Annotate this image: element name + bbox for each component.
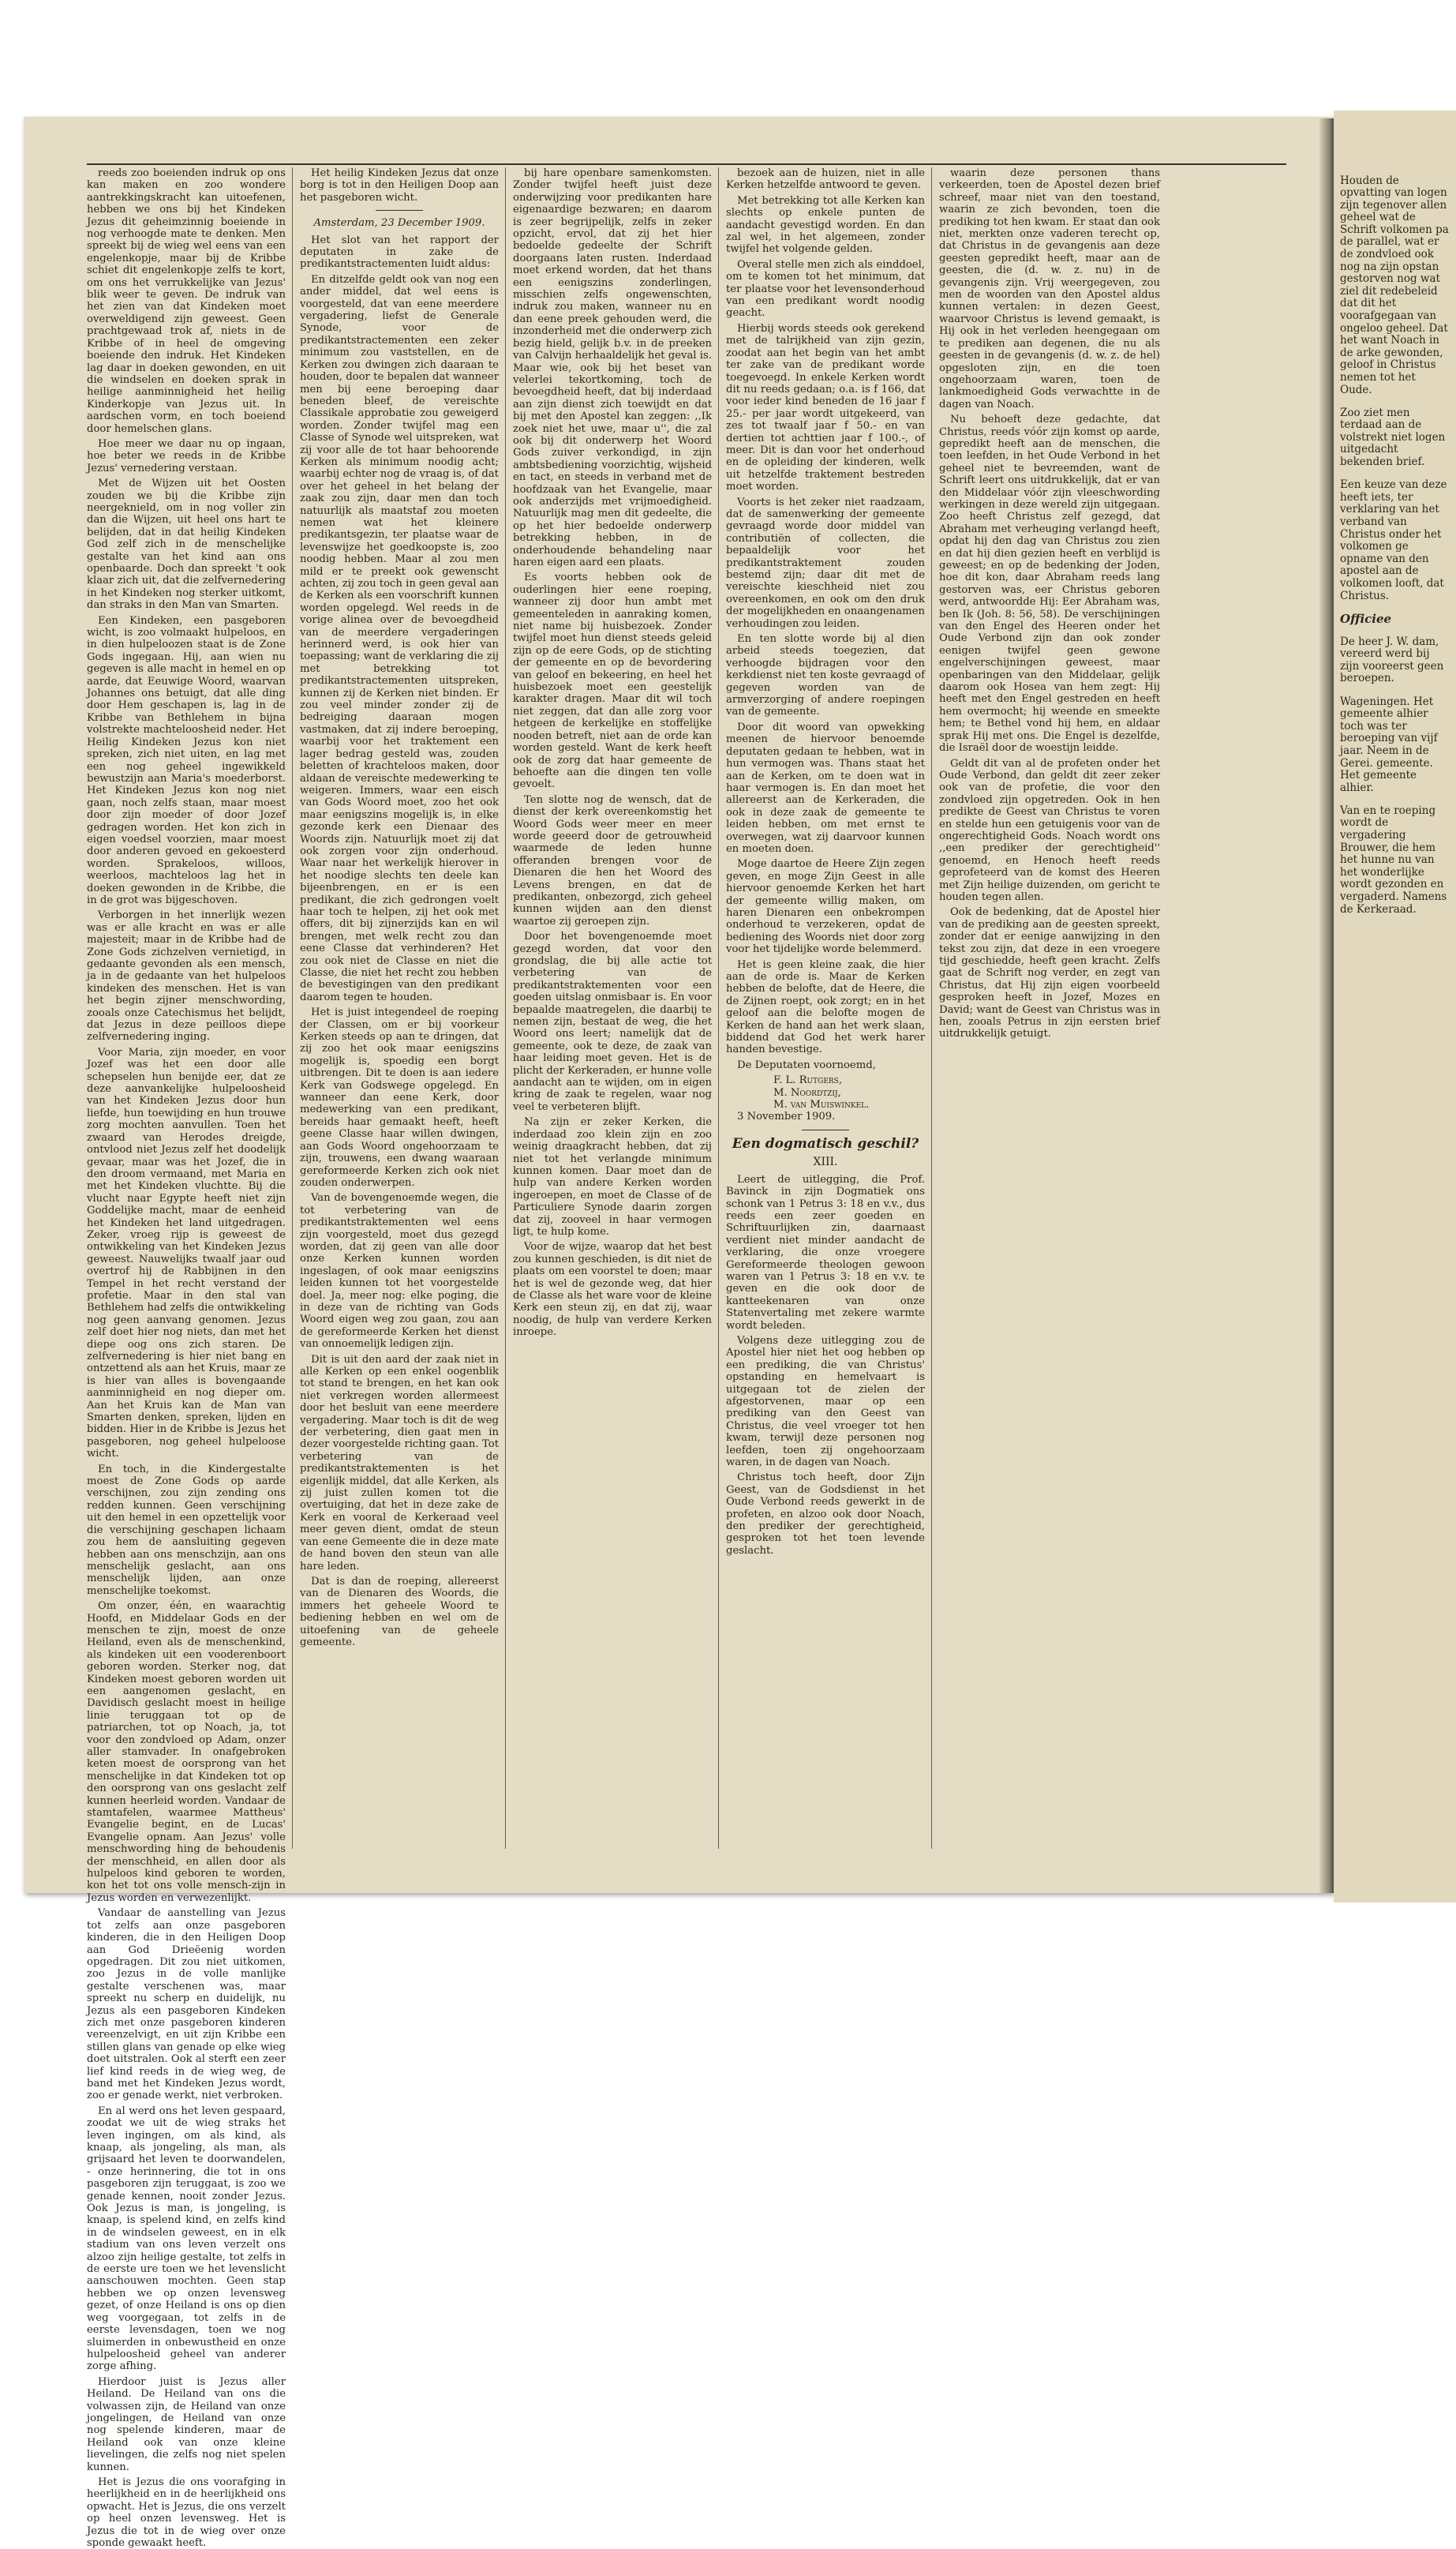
paragraph: Leert de uitlegging, die Prof. Bavinck in zijn Dogmatiek ons schonk van 1 Petrus 3: 18 en v.v., dus reeds een zeer goeden en Schriftuurlijken zin, daarnaast verdient niet minder aandacht de verklaring, die onze vroegere Gereformeerde theologen gewoon waren van 1 Petrus 3: 18 en v.v. te geven en die ook door de kantteekenaren van onze Statenvertaling met zekere warmte wordt beleden. <box>726 1173 925 1332</box>
column-4 <box>726 167 925 1849</box>
page-fold-shadow <box>1319 118 1334 1893</box>
paragraph: 3 November 1909. <box>737 1111 836 1123</box>
paragraph: waarin deze personen thans verkeerden, toen de Apostel dezen brief schreef, maar niet van den toestand, waarin ze zich bevonden, toen die prediking tot hen kwam. Er staat dan ook niet, merkten onze vaderen terecht op, dat Christus in de gevangenis aan deze geesten gepredikt heeft, maar aan de geesten, die (d. w. z. nu) in de gevangenis zijn. Vrij weergegeven, zou men de woorden van den Apostel aldus kunnen vertalen: in dezen Geest, waarvoor Christus is levend gemaakt, is Hij ook in het verleden heengegaan om te prediken aan degenen, die nu als geesten in de gevangenis (d. w. z. de hel) opgesloten zijn, en die toen ongehoorzaam waren, toen de lankmoedigheid Gods verwachtte in de dagen van Noach. <box>939 167 1160 410</box>
paragraph: Wageningen. Het gemeente alhier toch was ter beroeping van vijf jaar. Neem in de Gerei. gemeente. Het gemeente alhier. <box>1340 695 1438 794</box>
paragraph: Om onzer, één, en waarachtig Hoofd, en Middelaar Gods en der menschen te zijn, moest de onze Heiland, even als de menschenkind, als kindeken uit een vooderenboort geboren worden. Sterker nog, dat Kindeken moest geboren worden uit een aangenomen geslacht, en Davidisch geslacht moest in heilige linie teruggaan tot op de patriarchen, tot op Noach, ja, tot voor den zondvloed op Adam, onzer aller stamvader. In onafgebroken keten moest de oorsprong van het menschelijke in dat Kindeken tot op den oorsprong van ons geslacht zelf kunnen heerleid worden. Vandaar de stamtafelen, waarmee Mattheus' Evangelie begint, en de Lucas' Evangelie opnam. Aan Jezus' volle menschwording hing de behoudenis der menschheid, en allen door als hulpeloos kind geboren te worden, kon het tot ons volle mensch-zijn in Jezus worden en verwezenlijkt. <box>87 1600 286 1904</box>
paragraph: Voor de wijze, waarop dat het best zou kunnen geschieden, is dit niet de plaats om een voorstel te doen; maar het is wel de gezonde weg, dat hier de Classe als het ware voor de kleine Kerk een steun zij, en dat zij, waar noodig, de hulp van verdere Kerken inroepe. <box>513 1241 712 1339</box>
article-part-number: XIII. <box>813 1156 838 1169</box>
paragraph: Christus toch heeft, door Zijn Geest, van de Godsdienst in het Oude Verbond reeds gewerkt in de profeten, en alzoo ook door Noach, den prediker der gerechtigheid, gesproken tot het toen levende geslacht. <box>726 1471 925 1557</box>
paragraph: Vandaar de aanstelling van Jezus tot zelfs aan onze pasgeboren kinderen, die in den Heiligen Doop aan God Drieëenig worden opgedragen. Dit zou niet uitkomen, zoo Jezus in de volle manlijke gestalte verschenen was, maar spreekt nu scherp en duidelijk, nu Jezus als een pasgeboren Kindeken zich met onze pasgeboren kinderen vereenzelvigt, en uit zijn Kribbe een stillen glans van genade op elke wieg doet uitstralen. Ook al sterft een zeer lief kind reeds in de wieg weg, de band met het Kindeken Jezus wordt, zoo er genade werkt, niet verbroken. <box>87 1907 286 2102</box>
paragraph: reeds zoo boeienden indruk op ons kan maken en zoo wondere aantrekkingskracht kan uitoefenen, hebben we ons bij het Kindeken Jezus dit geheimzinnig boeiende in nog verhoogde mate te denken. Men spreekt bij de wieg wel eens van een engelenkopje, maar bij de Kribbe schiet dit engelenkopje zelfs te kort, om ons het verrukkelijke van Jezus' blik weer te geven. De indruk van het zien van dat Kindeken moet overweldigend zijn geweest. Geen prachtgewaad trok af, niets in de Kribbe of in heel de omgeving boeiende den indruk. Het Kindeken lag daar in doeken gewonden, en uit die windselen en doeken sprak in heilige aanminnigheid het heilig Kinderkopje van Jezus uit. In aardschen vorm, en toch boeiend door hemelschen glans. <box>87 167 286 435</box>
paragraph: Een keuze van deze heeft iets, ter verklaring van het verband van Christus onder het volkomen ge opname van den apostel aan de volkomen looft, dat Christus. <box>1340 478 1447 602</box>
paragraph: Hierbij words steeds ook gerekend met de talrijkheid van zijn gezin, zoodat aan het begin van het ambt ter zake van de predikant worde toegevoegd. In enkele Kerken wordt dit nu reeds gedaan; o.a. is f 166, dat voor ieder kind beneden de 16 jaar f 25.- per jaar wordt uitgekeerd, van zes tot twaalf jaar f 50.- en van dertien tot achttien jaar f 100.-, of meer. Dit is dan voor het onderhoud en de opleiding der kinderen, welk uit hetzelfde traktement bestreden moet worden. <box>726 322 925 493</box>
paragraph: bij hare openbare samenkomsten. Zonder twijfel heeft juist deze onderwijzing voor predikanten hare eigenaardige bezwaren; en daarom is zeer begrijpelijk, zelfs in zeker opzicht, ervol, dat zij het hier bedoelde gedeelte der Schrift doorgaans laten rusten. Inderdaad moet erkend worden, dat het thans een eenigszins zonderlingen, misschien zelfs ongewenschten, indruk zou maken, wanneer nu en dan eene preek gehouden werd, die inzonderheid met die onderwerp zich bezig hield, gelijk b.v. in de preeken van Calvijn herhaaldelijk het geval is. Maar wie, ook bij het beset van velerlei tekortkoming, toch de bevoegdheid heeft, dat bij inderdaad aan zijn dienst zich toewijdt en dat bij met den Apostel kan zeggen: ,,Ik zoek niet het uwe, maar u'', die zal ook bij dit onderwerp het Woord Gods zuiver verkondigd, in zijn ambtsbediening voorzichtig, wijsheid en tact, en steeds in verband met de hoofdzaak van het Evangelie, maar ook anderzijds met vrijmoedigheid. Natuurlijk mag men dit gedeelte, die op het hier bedoelde onderwerp betrekking hebben, in de onderhoudende behandeling naar haren eigen aard een plaats. <box>513 167 712 568</box>
paragraph: Ook de bedenking, dat de Apostel hier van de prediking aan de geesten spreekt, zonder dat er eenige aanwijzing in den tekst zou zijn, dat deze in een vroegere tijd geschiedde, heeft geen kracht. Zelfs gaat de Schrift nog verder, en zegt van Christus, dat Hij zijn eigen voorbeeld gesproken heeft in Jozef, Mozes en David; want de Geest van Christus was in hen, zooals Petrus in zijn eersten brief uitdrukkelijk getuigt. <box>939 906 1160 1040</box>
column-3 <box>513 167 712 1849</box>
paragraph: Het is Jezus die ons voorafging in heerlijkheid en in de heerlijkheid ons opwacht. Het is Jezus, die ons verzelt op heel onzen levensweg. Het is Jezus die tot in de wieg over onze sponde gewaakt heeft. <box>87 2476 286 2549</box>
paragraph: Het heilig Kindeken Jezus dat onze borg is tot in den Heiligen Doop aan het pasgeboren wicht. <box>300 167 499 204</box>
paragraph: bezoek aan de huizen, niet in alle Kerken hetzelfde antwoord te geven. <box>726 167 925 192</box>
paragraph: De heer J. W. dam, vereerd werd bij zijn vooreerst geen beroepen. <box>1340 635 1444 685</box>
paragraph: Moge daartoe de Heere Zijn zegen geven, en moge Zijn Geest in alle hiervoor genoemde Kerken het hart der gemeente willig maken, om haren Dienaren een onbekrompen onderhoud te verzekeren, opdat de bediening des Woords niet door zorg voor het tijdelijke worde belemmerd. <box>726 858 925 956</box>
column-2 <box>300 167 499 1849</box>
paragraph: Volgens deze uitlegging zou de Apostel hier niet het oog hebben op een prediking, die van Christus' opstanding en hemelvaart is uitgegaan tot de zielen der afgestorvenen, maar op een prediking van den Geest van Christus, die veel vroeger tot hen kwam, terwijl deze personen nog leefden, toen zij ongehoorzaam waren, in de dagen van Noach. <box>726 1334 925 1469</box>
paragraph: Houden de opvatting van logen zijn tegenover allen geheel wat de Schrift volkomen pa de parallel, wat er de zondvloed ook nog na zijn opstan gestorven nog wat ziel dit redebeleid dat dit het voorafgegaan van ongeloo geheel. Dat het want Noach in de arke gewonden, geloof in Christus nemen tot het Oude. <box>1340 174 1449 396</box>
article-heading: Officiee <box>1340 611 1392 626</box>
paragraph: Het is geen kleine zaak, die hier aan de orde is. Maar de Kerken hebben de belofte, dat de Heere, die de Zijnen roept, ook zorgt; en in het geloof aan die belofte mogen de Kerken de hand aan het werk slaan, biddend dat God het werk harer handen bevestige. <box>726 958 925 1056</box>
paragraph: En ten slotte worde bij al dien arbeid steeds toegezien, dat verhoogde bijdragen voor den kerkdienst niet ten koste gevraagd of gegeven worden van de armverzorging of andere roepingen van de gemeente. <box>726 633 925 718</box>
adjacent-page <box>1334 111 1456 1902</box>
paragraph: En toch, in die Kindergestalte moest de Zone Gods op aarde verschijnen, zou zijn zending ons redden kunnen. Geen verschijning uit den hemel in een opzettelijk voor die verschijning geschapen lichaam zou hem de aansluiting gegeven hebben aan ons menschzijn, aan ons menschelijk geslacht, aan ons menschelijk lijden, aan onze menschelijke toekomst. <box>87 1463 286 1597</box>
paragraph: Een Kindeken, een pasgeboren wicht, is zoo volmaakt hulpeloos, en in dien hulpeloozen staat is de Zone Gods ingegaan. Hij, aan wien nu gegeven is alle macht in hemel en op aarde, dat Eeuwige Woord, waarvan Johannes ons betuigt, dat alle ding door Hem geschapen is, lag in de Kribbe van Bethlehem in bijna volstrekte machteloosheid neder. Het Heilig Kindeken Jezus kon niet spreken, zich niet uiten, en lag met een nog geheel ingewikkeld bewustzijn aan Maria's moederborst. Het Kindeken Jezus kon nog niet gaan, noch zelfs staan, maar moest door zijn moeder of door Jozef gedragen worden. Het kon zich in eigen voedsel voorzien, maar moest door anderen gevoed en gekoesterd worden. Sprakeloos, willoos, weerloos, machteloos lag het in doeken gewonden in de Kribbe, die in de grot was bijgeschoven. <box>87 614 286 906</box>
paragraph: Dat is dan de roeping, allereerst van de Dienaren des Woords, die immers het geheele Woord te bediening hebben en wel om de uitoefening van de geheele gemeente. <box>300 1575 499 1648</box>
paragraph: Dit is uit den aard der zaak niet in alle Kerken op een enkel oogenblik tot stand te brengen, en het kan ook niet verkregen worden allermeest door het besluit van eene meerdere vergadering. Maar toch is dit de weg der verbetering, dien gaat men in dezer voorgestelde richting gaan. Tot verbetering van de predikantstraktementen is het eigenlijk middel, dat alle Kerken, als zij juist zullen komen tot die overtuiging, dat het in deze zake de Kerk en vooral de Kerkeraad veel meer geven dient, omdat de steun van eene Gemeente die in deze mate de hand boven den steun van alle hare leden. <box>300 1353 499 1573</box>
column-divider <box>292 167 293 1849</box>
paragraph: Door dit woord van opwekking meenen de hiervoor benoemde deputaten gedaan te hebben, wat in hun vermogen was. Thans staat het aan de Kerken, om te doen wat in haar vermogen is. En dan moet het allereerst aan de Kerkeraden, die ook in deze zaak de gemeente te leiden hebben, om met ernst te overwegen, wat zij daarvoor kunnen en moeten doen. <box>726 721 925 855</box>
header-rule <box>87 163 1286 165</box>
adjacent-page-column <box>1340 164 1450 1861</box>
paragraph: Overal stelle men zich als einddoel, om te komen tot het minimum, dat ter plaatse voor het levensonderhoud van een predikant wordt noodig geacht. <box>726 258 925 320</box>
paragraph: Na zijn er zeker Kerken, die inderdaad zoo klein zijn en zoo weinig draagkracht hebben, dat zij niet tot het verlangde minimum kunnen komen. Daar moet dan de hulp van andere Kerken worden ingeroepen, en moet de Classe of de Particuliere Synode daarin zorgen dat zij, zooveel in haar vermogen ligt, te hulp kome. <box>513 1116 712 1238</box>
signatory-name: M. van Muiswinkel. <box>773 1099 870 1111</box>
section-divider <box>376 210 423 211</box>
column-5 <box>939 167 1160 1849</box>
paragraph: De Deputaten voornoemd, <box>737 1059 876 1071</box>
column-divider <box>718 167 719 1849</box>
paragraph: Met de Wijzen uit het Oosten zouden we bij die Kribbe zijn neergeknield, om in nog voller zin dan die Wijzen, uit heel ons hart te belijden, dat in dat heilig Kindeken God zelf zich in de menschelijke gestalte van het kind aan ons openbaarde. Doch dan spreekt 't ook klaar zich uit, dat die zelfvernedering in het Kindeken nog sterker uitkomt, dan straks in den Man van Smarten. <box>87 478 286 612</box>
paragraph: Zoo ziet men terdaad aan de volstrekt niet logen uitgedacht bekenden brief. <box>1340 406 1446 469</box>
signatory-name: F. L. Rutgers, <box>773 1074 843 1087</box>
column-divider <box>931 167 932 1849</box>
paragraph: Es voorts hebben ook de ouderlingen hier eene roeping, wanneer zij door hun ambt met gemeenteleden in aanraking komen, niet name bij huisbezoek. Zonder twijfel moet hun dienst steeds geleid zijn op de eere Gods, op de stichting der gemeente en op de bevordering van geloof en bekeering, en heel het huisbezoek moet een geestelijk karakter dragen. Maar dit wil toch niet zeggen, dat dan alle zorg voor hetgeen de kerkelijke en stoffelijke nooden betreft, niet aan de orde kan worden gesteld. Want de kerk heeft ook de zorg dat haar gemeente de behoefte aan die dingen ten volle gevoelt. <box>513 572 712 791</box>
article-heading: Een dogmatisch geschil? <box>732 1135 919 1152</box>
paragraph: Voor Maria, zijn moeder, en voor Jozef was het een door alle schepselen hun benijde eer, dat ze deze aanvankelijke hulpeloosheid van het Kindeken Jezus door hun liefde, hun toewijding en hun trouwe zorg mochten aanvullen. Toen het zwaard van Herodes dreigde, ontvlood niet Jezus zelf het doodelijk gevaar, maar was het Jozef, die in den droom vermaand, met Maria en met het Kindeken vluchtte. Bij die vlucht naar Egypte heeft niet zijn Goddelijke macht, maar de eenheid het Kindeken het land uitgedragen. Zeker, vroeg rijp is geweest de ontwikkeling van het Kindeken Jezus geweest. Nauwelijks twaalf jaar oud overtrof hij de Rabbijnen in den Tempel in het recht verstand der profetie. Maar in den stal van Bethlehem had zelfs die ontwikkeling nog geen aanvang genomen. Jezus zelf doet hier nog niets, dan met het diepe oog ons zich staren. De zelfvernedering is hier niet bang en ontzettend als aan het Kruis, maar ze is hier van alles is bovengaande aanminnigheid en nog dieper om. Aan het Kruis kan de Man van Smarten denken, spreken, lijden en bidden. Hier in de Kribbe is Jezus het pasgeboren, nog geheel hulpeloose wicht. <box>87 1046 286 1460</box>
column-1 <box>87 167 286 2549</box>
paragraph: Het slot van het rapport der deputaten in zake de predikantstractementen luidt aldus: <box>300 234 499 271</box>
paragraph: Voorts is het zeker niet raadzaam, dat de samenwerking der gemeente gevraagd worde door middel van contributiën of collecten, die bepaaldelijk voor het predikantstraktement zouden bestemd zijn; daar dit met de vereischte kieschheid niet zou overeenkomen, en ook om den druk der mogelijkheden en onaangenamen verhoudingen zou leiden. <box>726 496 925 630</box>
dateline: Amsterdam, 23 December 1909. <box>313 217 485 230</box>
paragraph: Geldt dit van al de profeten onder het Oude Verbond, dan geldt dit zeer zeker ook van de profetie, die voor den zondvloed zijn opgetreden. Ook in hen predikte de Geest van Christus te voren en stelde hun een getuigenis voor van de ongerechtigheid Gods. Noach wordt ons ,,een prediker der gerechtigheid'' genoemd, en Henoch heeft reeds geprofeteerd van de komst des Heeren met Zijn heilige duizenden, om gericht te houden tegen allen. <box>939 757 1160 903</box>
paragraph: Door het bovengenoemde moet gezegd worden, dat voor den grondslag, die bij alle actie tot verbetering van de predikantstraktementen voor een goeden uitslag onmisbaar is. En voor bepaalde maatregelen, die daarbij te nemen zijn, bestaat de weg, die het Woord ons leert; namelijk dat de gemeente, ook te deze, de zaak van haar leiding moet geven. Het is de plicht der Kerkeraden, er hunne volle aandacht aan te wijden, om in eigen kring de zaak te regelen, waar nog veel te verbeteren blijft. <box>513 931 712 1113</box>
paragraph: Ten slotte nog de wensch, dat de dienst der kerk overeenkomstig het Woord Gods weer meer en meer worde geeerd door de getrouwheid waarmede de leden hunne offeranden brengen voor de Dienaren die hen het Woord des Levens brengen, en dat de predikanten, onbezorgd, zich geheel kunnen wijden aan den dienst waartoe zij geroepen zijn. <box>513 793 712 928</box>
signatories <box>773 1074 925 1111</box>
paragraph: Nu behoeft deze gedachte, dat Christus, reeds vóór zijn komst op aarde, gepredikt heeft aan de menschen, die toen leefden, in het Oude Verbond in het geheel niet te bevreemden, want de Schrift leert ons uitdrukkelijk, dat er van den Middelaar vóór zijn vleeschwording werkingen in deze wereld zijn uitgegaan. Zoo heeft Christus zelf gezegd, dat Abraham met verheuging verlangd heeft, opdat hij den dag van Christus zou zien en dat hij dien gezien heeft en verblijd is geweest; en op de bedenking der Joden, hoe dit kon, daar Abraham reeds lang gestorven was, eer Christus geboren werd, antwoordde Hij: Eer Abraham was, ben Ik (Joh. 8: 56, 58). De verschijningen van den Engel des Heeren onder het Oude Verbond zijn dan ook zonder eenigen twijfel geen gewone engelverschijningen geweest, maar openbaringen van den Middelaar, gelijk daarom ook Hosea van hem zegt: Hij heeft met den Engel gestreden en heeft hem overmocht; hij weende en smeekte hem; te Bethel vond hij hem, en aldaar sprak Hij met ons. Die Engel is dezelfde, die Israël door de woestijn leidde. <box>939 414 1160 755</box>
paragraph: En al werd ons het leven gespaard, zoodat we uit de wieg straks het leven ingingen, om als kind, als knaap, als jongeling, als man, als grijsaard het leven te doorwandelen, - onze herinnering, die tot in ons pasgeboren zijn teruggaat, is zoo we genade kennen, nooit zonder Jezus. Ook Jezus is man, is jongeling, is knaap, is spelend kind, en zelfs kind in de windselen geweest, en in elk stadium van ons leven verzelt ons alzoo zijn heilige gestalte, tot zelfs in de eerste ure toen we het levenslicht aanschouwen mochten. Geen stap hebben we op onzen levensweg gezet, of onze Heiland is ons op dien weg voorgegaan, tot zelfs in de eerste levensdagen, toen we nog sluimerden in onbewustheid en onze hulpeloosheid geheel van anderer zorge afhing. <box>87 2105 286 2373</box>
paragraph: Van en te roeping wordt de vergadering Brouwer, die hem het hunne nu van het wonderlijke wordt gezonden en vergaderd. Namens de Kerkeraad. <box>1340 804 1447 916</box>
signatory-name: M. Noordtzij, <box>773 1086 841 1099</box>
paragraph: Van de bovengenoemde wegen, die tot verbetering van de predikantstraktementen wel eens zijn voorgesteld, moet dus gezegd worden, dat zij geen van alle door onze Kerken kunnen worden ingeslagen, of ook maar eenigszins leiden kunnen tot het voorgestelde doel. Ja, meer nog: elke poging, die in deze van de richting van Gods Woord eigen weg zou gaan, zou aan de gereformeerde Kerken het dienst van onnoemelijk ledigen zijn. <box>300 1192 499 1351</box>
paragraph: Met betrekking tot alle Kerken kan slechts op enkele punten de aandacht gevestigd worden. En dan zal wel, in het algemeen, zonder twijfel het volgende gelden. <box>726 194 925 256</box>
paragraph: Hoe meer we daar nu op ingaan, hoe beter we reeds in de Kribbe Jezus' vernedering verstaan. <box>87 437 286 474</box>
column-divider <box>505 167 506 1849</box>
paragraph: Het is juist integendeel de roeping der Classen, om er bij voorkeur Kerken steeds op aan te dringen, dat zij zoo het ook maar eenigszins mogelijk is, spoedig een borgt uitbrengen. Dit te doen is aan iedere Kerk van Godswege opgelegd. En wanneer dan eene Kerk, door medewerking van een predikant, bereids haar gemaakt heeft, heeft geene Classe haar willen dwingen, aan Gods Woord ongehoorzaam te zijn, trouwens, een dwang waaraan gereformeerde Kerken zich ook niet zouden onderwerpen. <box>300 1006 499 1189</box>
paragraph: En ditzelfde geldt ook van nog een ander middel, dat wel eens is voorgesteld, dat van eene meerdere vergadering, liefst de Generale Synode, voor de predikantstractementen een zeker minimum zou vaststellen, en de Kerken zou dwingen zich daaraan te houden, door te bepalen dat wanneer men bij eene beroeping daar beneden bleef, de vereischte Classikale approbatie zou geweigerd worden. Zonder twijfel mag een Classe of Synode wel uitspreken, wat zij voor alle de tot haar behoorende Kerken als minimum noodig acht; waarbij echter nog de vraag is, of dat over het geheel in het belang der zaak zou zijn, daar men dan toch natuurlijk als maatstaf zou moeten nemen wat het kleinere predikantsgezin, ter plaatse waar de levenswijze het goedkoopste is, zoo noodig hebben. Maar al zou men mild er te preekt ook gewenscht achten, zij zou toch in geen geval aan de Kerken als een voorschrift kunnen worden opgelegd. Wel reeds in de vorige alinea over de bevoegdheid van de meerdere vergaderingen herinnerd werd, is ook hier van toepassing; want de verklaring die zij met betrekking tot predikantstractementen uitspreken, kunnen zij de Kerken niet binden. Er zou veel minder zonder zij de bedreiging daaraan mogen vastmaken, dat zij indere beroeping, waarbij voor het traktement een lager bedrag gesteld was, zouden beletten of krachteloos maken, door aldaan de vereischte medewerking te weigeren. Immers, waar een eisch van Gods Woord moet, zoo het ook maar eenigszins mogelijk is, in elke gezonde kerk een Dienaar des Woords zijn. Natuurlijk moet zij dat ook zorgen voor zijn onderhoud. Waar naar het werkelijk hierover in het noodige slechts ten deele kan bijeenbrengen, en er is een predikant, die zich gedrongen voelt haar toch te helpen, zij het ook met offers, dit bij zijnerzijds kan en wil brengen, met welk recht zou dan eene Classe dat verhinderen? Het zou ook niet de Classe en niet die Classe, die niet het recht zou hebben de bevestigingen van den predikant daarom tegen te houden. <box>300 273 499 1003</box>
paragraph: Verborgen in het innerlijk wezen was er alle kracht en was er alle majesteit; maar in de Kribbe had de Zone Gods zichzelven vernietigd, in gedaante gevonden als een mensch, ja in de gedaante van het hulpeloos kindeken des menschen. Het is van het begin zijner menschwording, zooals onze Catechismus het belijdt, dat Jezus in deze peilloos diepe zelfvernedering inging. <box>87 909 286 1044</box>
paragraph: Hierdoor juist is Jezus aller Heiland. De Heiland van ons die volwassen zijn, de Heiland van onze jongelingen, de Heiland van onze nog spelende kinderen, maar de Heiland ook van onze kleine lievelingen, die zelfs nog niet spelen kunnen. <box>87 2375 286 2473</box>
